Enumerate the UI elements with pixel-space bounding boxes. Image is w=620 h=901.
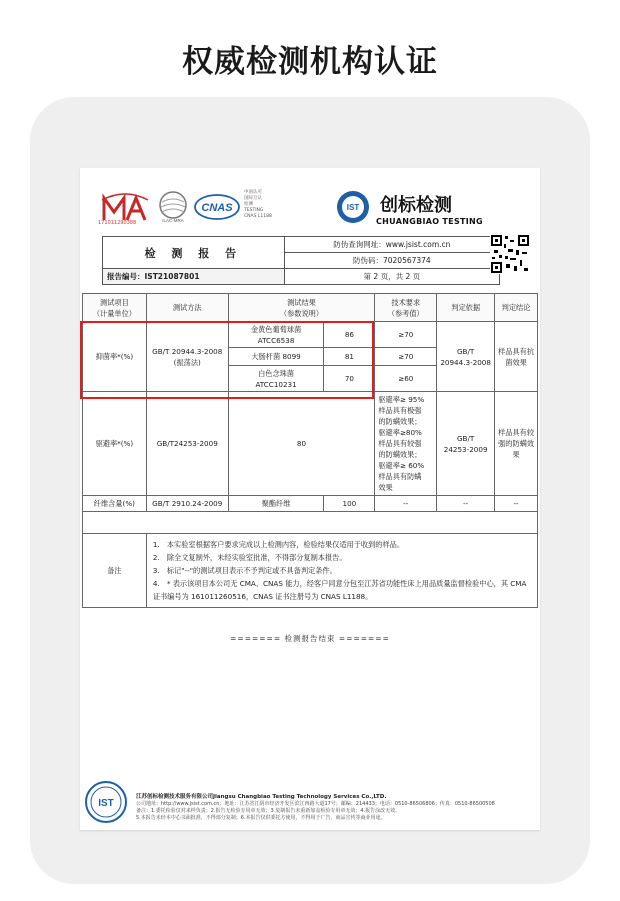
report-number: 报告编号：IST21087801 — [103, 269, 285, 285]
svg-text:IST: IST — [346, 203, 360, 212]
fiber-conclusion: -- — [495, 496, 538, 512]
page-info: 第 2 页，共 2 页 — [284, 269, 499, 285]
ist-seal-icon — [84, 780, 128, 824]
ist-logo-icon — [336, 190, 370, 224]
company-name-en: CHUANGBIAO TESTING — [376, 217, 483, 226]
footer-line: 公司地址：http://www.jsist.com.cn；地址：江苏省江阴市经济开发区滨江西路大道17号；邮编：214433；电话：0510-86506806；传真：0510-86500508 — [136, 801, 495, 807]
header-requirement: 技术要求 （参考值） — [375, 294, 437, 322]
antibacterial-basis: GB/T 20944.3-2008 — [437, 322, 495, 392]
antibacterial-method: GB/T 20944.3-2008 (振荡法) — [146, 322, 228, 392]
repellent-basis: GB/T 24253-2009 — [437, 392, 495, 496]
verify-site: 防伪查询网址：www.jsist.com.cn — [284, 237, 499, 253]
notes-content — [146, 534, 537, 608]
highlight-box — [80, 321, 374, 399]
svg-text:CNAS: CNAS — [201, 202, 233, 214]
strain-value: 70 — [324, 366, 375, 392]
notes-row — [83, 534, 538, 608]
header-item: 测试项目 （计量单位） — [83, 294, 147, 322]
fiber-basis: -- — [437, 496, 495, 512]
notes-label: 备注 — [83, 534, 147, 608]
strain-value: 86 — [324, 322, 375, 348]
strain-name: 白色念珠菌 ATCC10231 — [228, 366, 324, 392]
strain-value: 81 — [324, 348, 375, 366]
repellent-method: GB/T24253-2009 — [146, 392, 228, 496]
footer-company: 江苏创标检测技术服务有限公司Jiangsu Changbiao Testing Technology Services Co.,LTD. — [136, 794, 387, 800]
report-header-table — [102, 236, 500, 285]
strain-name: 大肠杆菌 8099 — [228, 348, 324, 366]
footer-line: 备注：1.委托检验仅对来样负责；2.报告无检验专用章无效；3.复制报告未重新加盖检验专用章无效；4.报告涂改无效。 — [136, 808, 401, 814]
strain-requirement: ≥60 — [375, 366, 437, 392]
fiber-item: 纤维含量(%) — [83, 496, 147, 512]
header-conclusion: 判定结论 — [495, 294, 538, 322]
table-row — [83, 512, 538, 534]
report-title: 检 测 报 告 — [103, 237, 285, 269]
table-row — [83, 496, 538, 512]
cnas-logo-icon — [194, 194, 240, 220]
report-document — [80, 168, 540, 830]
table-row — [83, 392, 538, 496]
strain-requirement: ≥70 — [375, 348, 437, 366]
header-method: 测试方法 — [146, 294, 228, 322]
note-item: 1. 本实验室根据客户要求完成以上检测内容，检验结果仅适用于收到的样品。 — [152, 540, 405, 549]
qr-code-icon — [490, 234, 530, 274]
logo-row — [100, 190, 520, 230]
note-item: 4. * 表示该项目本公司无 CMA、CNAS 能力，经客户同意分包至江苏省功能性床上用品质量监督检验中心，其 CMA 证书编号为 161011260516，CNAS 证书注册号为 CNAS L1188。 — [152, 579, 527, 601]
fiber-requirement: -- — [375, 496, 437, 512]
note-item: 2. 除全文复制外，未经实验室批准，不得部分复制本报告。 — [152, 553, 347, 562]
svg-text:ILAC-MRA: ILAC-MRA — [162, 218, 184, 223]
strain-name: 金黄色葡萄球菌 ATCC6538 — [228, 322, 324, 348]
report-footer — [136, 794, 536, 822]
header-result: 测试结果 （参数说明） — [228, 294, 375, 322]
repellent-value: 80 — [228, 392, 375, 496]
company-name-cn: 创标检测 — [380, 195, 452, 216]
verify-code: 防伪码：7020567374 — [284, 253, 499, 269]
strain-requirement: ≥70 — [375, 322, 437, 348]
repellent-conclusion: 样品具有较强的防螨效果 — [495, 392, 538, 496]
fiber-value: 100 — [324, 496, 375, 512]
antibacterial-conclusion: 样品具有抗菌效果 — [495, 322, 538, 392]
header-basis: 判定依据 — [437, 294, 495, 322]
note-item: 3. 标记"--"的测试项目表示不予判定或不具备判定条件。 — [152, 566, 337, 575]
repellent-item: 驱避率*(%) — [83, 392, 147, 496]
report-end-marker: ======= 检测报告结束 ======= — [230, 634, 390, 643]
repellent-requirement: 驱避率≥ 95% 样品具有极强 的防螨效果； 驱避率≥80% 样品具有较强 的防螨效果； 驱避率≥ 60% 样品具有防螨 效果 — [375, 392, 437, 496]
antibacterial-item: 抑菌率*(%) — [83, 322, 147, 392]
page-title: 权威检测机构认证 — [182, 44, 438, 80]
cnas-accreditation-text: 中国认可 国际互认 检测 TESTING CNAS L1188 — [244, 190, 272, 219]
cma-number: 171011290388 — [98, 220, 137, 226]
footer-line: 5.本报告未经本中心书面批准，不得部分复制；6.本报告仅供委托方使用，不得用于广告、商品宣传等商业用途。 — [136, 815, 386, 821]
table-header-row — [83, 294, 538, 322]
fiber-name: 聚酯纤维 — [228, 496, 324, 512]
ilac-logo-icon — [158, 190, 188, 224]
fiber-method: GB/T 2910.24-2009 — [146, 496, 228, 512]
svg-text:IST: IST — [98, 798, 114, 809]
